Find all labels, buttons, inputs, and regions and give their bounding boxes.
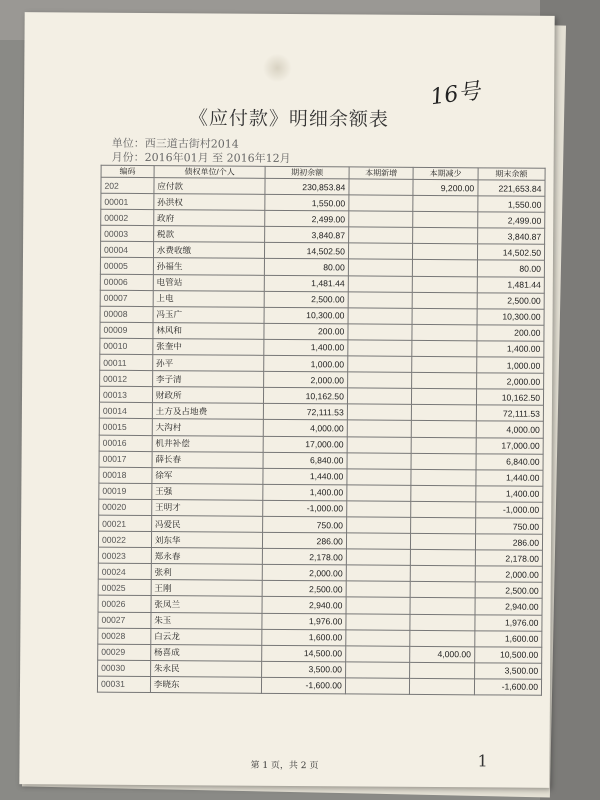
cell-creditor: 薛长春 xyxy=(152,451,264,468)
header-closing-balance: 期末余额 xyxy=(478,168,545,180)
cell-closing-balance: 2,500.00 xyxy=(475,582,542,599)
cell-period-increase xyxy=(349,195,413,212)
cell-period-decrease xyxy=(411,437,476,454)
cell-code: 00015 xyxy=(99,419,152,435)
cell-code: 00002 xyxy=(101,209,154,225)
cell-period-decrease xyxy=(412,324,477,341)
cell-code: 00018 xyxy=(99,467,152,483)
cell-creditor: 李子清 xyxy=(152,371,264,388)
table-row xyxy=(97,676,541,695)
cell-code: 00031 xyxy=(97,676,150,692)
cell-code: 00020 xyxy=(99,499,152,515)
cell-opening-balance: 17,000.00 xyxy=(263,436,347,453)
cell-closing-balance: 10,162.50 xyxy=(476,389,543,406)
cell-creditor: 刘东华 xyxy=(151,532,263,549)
cell-period-increase xyxy=(347,501,411,518)
cell-closing-balance: -1,000.00 xyxy=(475,502,542,519)
cell-period-increase xyxy=(346,533,410,550)
cell-code: 00029 xyxy=(98,644,151,660)
cell-code: 00030 xyxy=(98,660,151,676)
cell-closing-balance: 10,500.00 xyxy=(474,647,541,664)
cell-period-increase xyxy=(347,404,411,421)
cell-period-decrease xyxy=(413,228,478,245)
cell-closing-balance: 1,440.00 xyxy=(476,470,543,487)
cell-closing-balance: 72,111.53 xyxy=(476,405,543,422)
paper-sheet xyxy=(19,12,554,788)
cell-opening-balance: 2,500.00 xyxy=(262,581,346,598)
header-opening-balance: 期初余额 xyxy=(265,166,349,179)
cell-period-decrease xyxy=(411,469,476,486)
cell-code: 00017 xyxy=(99,451,152,467)
header-creditor: 债权单位/个人 xyxy=(154,166,266,179)
cell-opening-balance: 1,481.44 xyxy=(265,275,349,292)
cell-period-increase xyxy=(347,372,411,389)
cell-code: 00007 xyxy=(100,290,153,306)
cell-creditor: 土方及占地费 xyxy=(152,403,264,420)
cell-opening-balance: 750.00 xyxy=(263,516,347,533)
cell-opening-balance: 2,178.00 xyxy=(263,548,347,565)
cell-opening-balance: 230,853.84 xyxy=(265,178,349,195)
cell-opening-balance: 1,400.00 xyxy=(263,484,347,501)
cell-opening-balance: 2,500.00 xyxy=(264,291,348,308)
cell-closing-balance: 6,840.00 xyxy=(476,453,543,470)
cell-period-increase xyxy=(348,308,412,325)
cell-closing-balance: 200.00 xyxy=(477,325,544,342)
cell-creditor: 上电 xyxy=(153,290,265,307)
cell-code: 00008 xyxy=(100,306,153,322)
cell-creditor: 徐军 xyxy=(152,467,264,484)
cell-period-decrease xyxy=(412,389,477,406)
cell-period-decrease xyxy=(411,501,476,518)
cell-opening-balance: 1,400.00 xyxy=(264,339,348,356)
cell-creditor: 税款 xyxy=(153,226,265,243)
cell-period-decrease xyxy=(410,614,475,631)
cell-closing-balance: 2,178.00 xyxy=(475,550,542,567)
cell-code: 00016 xyxy=(99,435,152,451)
cell-closing-balance: 2,499.00 xyxy=(477,212,544,229)
cell-code: 00025 xyxy=(98,580,151,596)
cell-closing-balance: 80.00 xyxy=(477,260,544,277)
cell-code: 00003 xyxy=(101,225,154,241)
cell-period-decrease xyxy=(412,292,477,309)
cell-closing-balance: 2,000.00 xyxy=(476,373,543,390)
cell-period-increase xyxy=(347,453,411,470)
cell-period-decrease xyxy=(410,630,475,647)
page-number-mark: 1 xyxy=(477,751,488,771)
cell-code: 00023 xyxy=(98,547,151,563)
cell-creditor: 孙洪权 xyxy=(154,194,266,211)
cell-creditor: 孙福生 xyxy=(153,258,265,275)
cell-period-decrease xyxy=(413,260,478,277)
cell-closing-balance: 1,550.00 xyxy=(478,196,545,213)
cell-code: 00009 xyxy=(100,322,153,338)
cell-period-increase xyxy=(348,356,412,373)
cell-code: 00022 xyxy=(98,531,151,547)
cell-period-increase xyxy=(346,565,410,582)
cell-code: 00005 xyxy=(100,258,153,274)
cell-period-increase xyxy=(348,275,412,292)
cell-closing-balance: 3,500.00 xyxy=(474,663,541,680)
header-period-decrease: 本期减少 xyxy=(413,167,478,179)
cell-creditor: 张利 xyxy=(151,564,263,581)
cell-opening-balance: 2,940.00 xyxy=(262,597,346,614)
cell-period-increase xyxy=(345,678,409,695)
cell-opening-balance: 14,502.50 xyxy=(265,243,349,260)
cell-period-decrease xyxy=(413,212,478,229)
cell-creditor: 大沟村 xyxy=(152,419,264,436)
cell-closing-balance: 1,481.44 xyxy=(477,276,544,293)
handwritten-note: 16号 xyxy=(428,78,482,111)
cell-period-increase xyxy=(346,517,410,534)
cell-code: 00019 xyxy=(99,483,152,499)
cell-creditor: 财政所 xyxy=(152,387,264,404)
cell-period-decrease xyxy=(410,678,475,695)
cell-code: 00014 xyxy=(99,403,152,419)
cell-opening-balance: 3,500.00 xyxy=(262,661,346,678)
cell-creditor: 水费收缴 xyxy=(153,242,265,259)
cell-closing-balance: 17,000.00 xyxy=(476,437,543,454)
cell-period-increase xyxy=(349,211,413,228)
cell-opening-balance: 10,300.00 xyxy=(264,307,348,324)
cell-closing-balance: 1,600.00 xyxy=(475,630,542,647)
cell-period-decrease xyxy=(412,372,477,389)
cell-closing-balance: 4,000.00 xyxy=(476,421,543,438)
cell-opening-balance: 1,440.00 xyxy=(263,468,347,485)
cell-period-increase xyxy=(346,613,410,630)
cell-opening-balance: 2,499.00 xyxy=(265,211,349,228)
cell-opening-balance: 14,500.00 xyxy=(262,645,346,662)
cell-closing-balance: 14,502.50 xyxy=(477,244,544,261)
cell-period-decrease xyxy=(410,662,475,679)
cell-creditor: 朱玉 xyxy=(151,612,263,629)
report-title: 《应付款》明细余额表 xyxy=(188,107,390,131)
cell-period-increase xyxy=(346,597,410,614)
cell-creditor: 林风和 xyxy=(153,322,265,339)
cell-creditor: 孙平 xyxy=(152,355,264,372)
cell-period-decrease xyxy=(412,405,477,422)
cell-creditor: 李晓东 xyxy=(150,676,262,693)
cell-opening-balance: 1,550.00 xyxy=(265,194,349,211)
cell-period-decrease xyxy=(412,356,477,373)
cell-opening-balance: 80.00 xyxy=(265,259,349,276)
cell-period-increase xyxy=(345,662,409,679)
cell-period-decrease xyxy=(411,517,476,534)
cell-opening-balance: -1,600.00 xyxy=(262,677,346,694)
cell-closing-balance: 286.00 xyxy=(475,534,542,551)
cell-closing-balance: 2,000.00 xyxy=(475,566,542,583)
cell-opening-balance: 286.00 xyxy=(263,532,347,549)
cell-creditor: 杨喜成 xyxy=(150,644,262,661)
cell-creditor: 张奎中 xyxy=(153,338,265,355)
cell-period-increase xyxy=(347,420,411,437)
cell-code: 00028 xyxy=(98,628,151,644)
cell-period-increase xyxy=(348,292,412,309)
cell-period-decrease xyxy=(410,598,475,615)
cell-period-increase xyxy=(347,469,411,486)
cell-period-increase xyxy=(346,630,410,647)
cell-period-decrease xyxy=(412,276,477,293)
cell-opening-balance: 1,600.00 xyxy=(262,629,346,646)
cell-code: 00021 xyxy=(99,515,152,531)
cell-code: 00006 xyxy=(100,274,153,290)
cell-period-increase xyxy=(348,340,412,357)
cell-creditor: 王强 xyxy=(152,483,264,500)
cell-opening-balance: 1,000.00 xyxy=(264,355,348,372)
cell-closing-balance: 1,000.00 xyxy=(476,357,543,374)
cell-closing-balance: 1,976.00 xyxy=(475,614,542,631)
header-code: 编码 xyxy=(101,165,154,177)
cell-creditor: 机井补偿 xyxy=(152,435,264,452)
cell-opening-balance: 3,840.87 xyxy=(265,227,349,244)
cell-closing-balance: 10,300.00 xyxy=(477,309,544,326)
cell-opening-balance: 200.00 xyxy=(264,323,348,340)
cell-code: 00010 xyxy=(100,338,153,354)
cell-closing-balance: -1,600.00 xyxy=(474,679,541,696)
cell-period-increase xyxy=(346,646,410,663)
cell-opening-balance: -1,000.00 xyxy=(263,500,347,517)
cell-code: 00024 xyxy=(98,563,151,579)
cell-code: 00026 xyxy=(98,596,151,612)
cell-code: 00011 xyxy=(100,354,153,370)
cell-period-decrease xyxy=(411,485,476,502)
cell-creditor: 电管站 xyxy=(153,274,265,291)
cell-creditor: 政府 xyxy=(153,210,265,227)
cell-opening-balance: 6,840.00 xyxy=(263,452,347,469)
cell-closing-balance: 750.00 xyxy=(475,518,542,535)
cell-period-decrease xyxy=(412,340,477,357)
cell-creditor: 应付款 xyxy=(154,178,266,195)
header-period-increase: 本期新增 xyxy=(349,167,413,179)
cell-closing-balance: 2,940.00 xyxy=(475,598,542,615)
cell-creditor: 王明才 xyxy=(151,499,263,516)
cell-opening-balance: 4,000.00 xyxy=(264,420,348,437)
staple-mark xyxy=(262,54,292,82)
cell-period-decrease xyxy=(413,244,478,261)
table-body xyxy=(97,177,545,695)
cell-period-decrease xyxy=(410,582,475,599)
cell-creditor: 张凤兰 xyxy=(151,596,263,613)
cell-closing-balance: 2,500.00 xyxy=(477,292,544,309)
page-footer: 第 1 页，共 2 页 xyxy=(250,760,319,772)
cell-opening-balance: 72,111.53 xyxy=(264,404,348,421)
cell-period-increase xyxy=(348,243,412,260)
cell-closing-balance: 1,400.00 xyxy=(476,486,543,503)
cell-closing-balance: 1,400.00 xyxy=(477,341,544,358)
cell-creditor: 郑永春 xyxy=(151,548,263,565)
cell-period-decrease xyxy=(411,453,476,470)
cell-closing-balance: 221,653.84 xyxy=(478,180,545,197)
cell-code: 00013 xyxy=(99,386,152,402)
cell-opening-balance: 2,000.00 xyxy=(263,565,347,582)
cell-period-decrease xyxy=(412,308,477,325)
cell-closing-balance: 3,840.87 xyxy=(477,228,544,245)
cell-opening-balance: 1,976.00 xyxy=(262,613,346,630)
cell-period-increase xyxy=(347,485,411,502)
cell-period-decrease xyxy=(411,421,476,438)
cell-period-increase xyxy=(348,324,412,341)
cell-code: 202 xyxy=(101,177,154,193)
cell-creditor: 冯爱民 xyxy=(151,516,263,533)
cell-period-decrease xyxy=(413,195,478,212)
cell-period-increase xyxy=(348,227,412,244)
cell-period-decrease xyxy=(411,550,476,567)
cell-period-decrease xyxy=(410,566,475,583)
cell-period-decrease: 4,000.00 xyxy=(410,646,475,663)
cell-period-increase xyxy=(346,549,410,566)
cell-code: 00004 xyxy=(100,242,153,258)
cell-creditor: 白云龙 xyxy=(151,628,263,645)
cell-period-increase xyxy=(346,581,410,598)
period-line: 月份：2016年01月 至 2016年12月 xyxy=(111,150,291,166)
cell-creditor: 王刚 xyxy=(151,580,263,597)
cell-creditor: 朱永民 xyxy=(150,660,262,677)
balance-table xyxy=(97,165,546,696)
cell-period-increase xyxy=(348,259,412,276)
cell-creditor: 冯玉广 xyxy=(153,306,265,323)
cell-period-increase xyxy=(349,179,413,196)
cell-period-increase xyxy=(347,436,411,453)
cell-period-decrease xyxy=(411,533,476,550)
cell-code: 00001 xyxy=(101,193,154,209)
cell-opening-balance: 10,162.50 xyxy=(264,388,348,405)
cell-code: 00012 xyxy=(100,370,153,386)
unit-line: 单位：西三道古街村2014 xyxy=(111,136,239,151)
cell-period-decrease: 9,200.00 xyxy=(413,179,478,196)
cell-period-increase xyxy=(347,388,411,405)
cell-opening-balance: 2,000.00 xyxy=(264,371,348,388)
cell-code: 00027 xyxy=(98,612,151,628)
